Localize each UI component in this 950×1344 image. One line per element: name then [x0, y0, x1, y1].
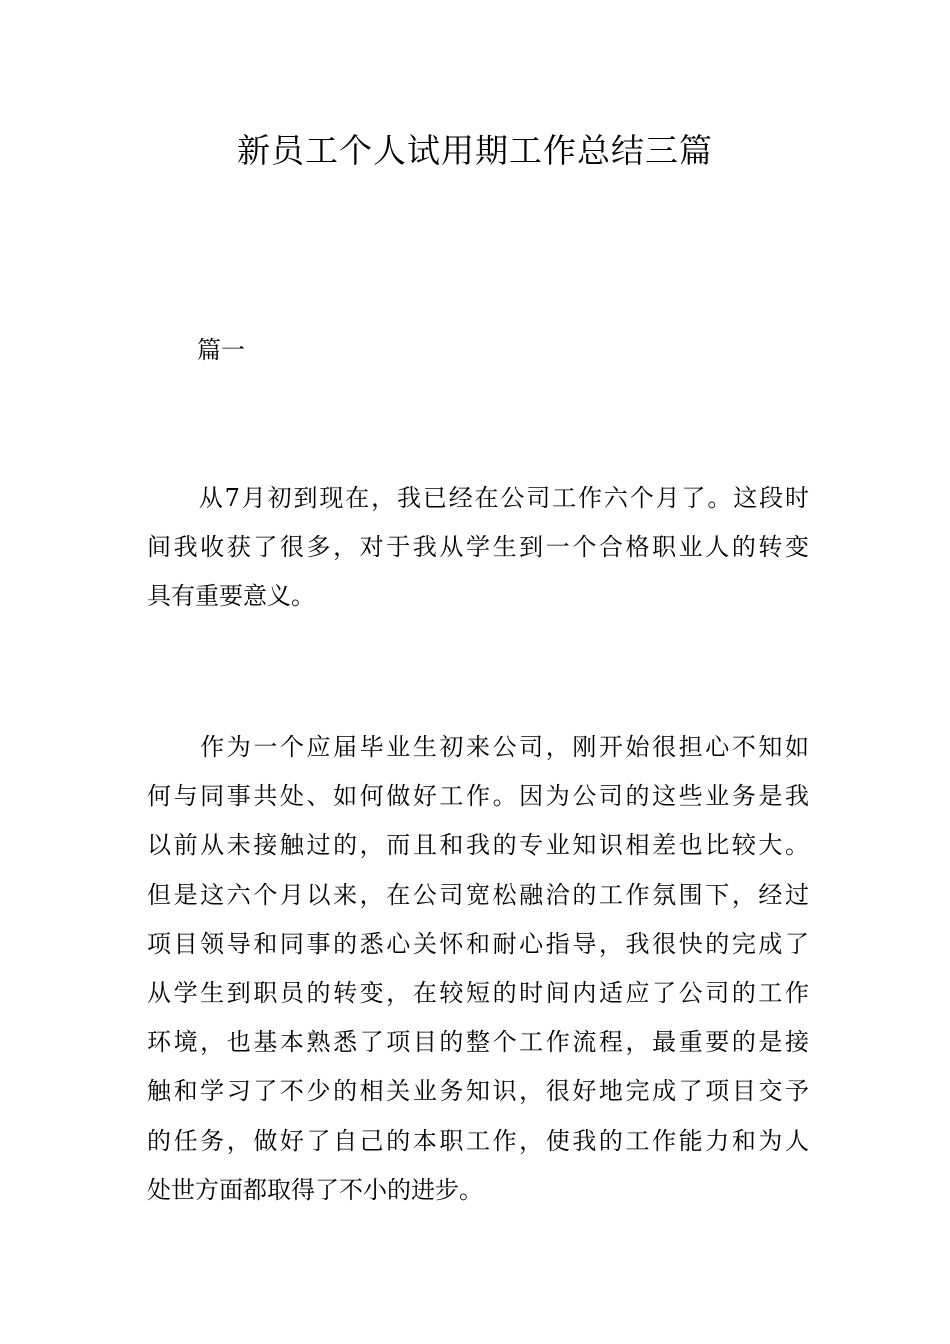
paragraph-line: 触和学习了不少的相关业务知识，很好地完成了项目交予 — [147, 1077, 809, 1106]
paragraph-line: 处世方面都取得了不小的进步。 — [147, 1175, 483, 1204]
paragraph-line: 间我收获了很多，对于我从学生到一个合格职业人的转变 — [147, 533, 809, 562]
paragraph-line: 项目领导和同事的悉心关怀和耐心指导，我很快的完成了 — [147, 929, 809, 958]
paragraph-line: 从7月初到现在，我已经在公司工作六个月了。这段时 — [147, 484, 809, 512]
paragraph-line: 具有重要意义。 — [147, 582, 315, 611]
paragraph-line: 但是这六个月以来，在公司宽松融洽的工作氛围下，经过 — [147, 880, 809, 909]
paragraph-1 — [147, 474, 809, 622]
document-title: 新员工个人试用期工作总结三篇 — [237, 131, 713, 170]
paragraph-line: 以前从未接触过的，而且和我的专业知识相差也比较大。 — [147, 831, 809, 860]
paragraph-line: 作为一个应届毕业生初来公司，刚开始很担心不知如 — [147, 733, 809, 761]
paragraph-line: 的任务，做好了自己的本职工作，使我的工作能力和为人 — [147, 1126, 809, 1155]
paragraph-2 — [147, 723, 809, 1215]
paragraph-line: 何与同事共处、如何做好工作。因为公司的这些业务是我 — [147, 782, 809, 811]
section-heading: 篇一 — [197, 336, 245, 364]
paragraph-line: 环境，也基本熟悉了项目的整个工作流程，最重要的是接 — [147, 1028, 809, 1057]
paragraph-line: 从学生到职员的转变，在较短的时间内适应了公司的工作 — [147, 979, 809, 1008]
